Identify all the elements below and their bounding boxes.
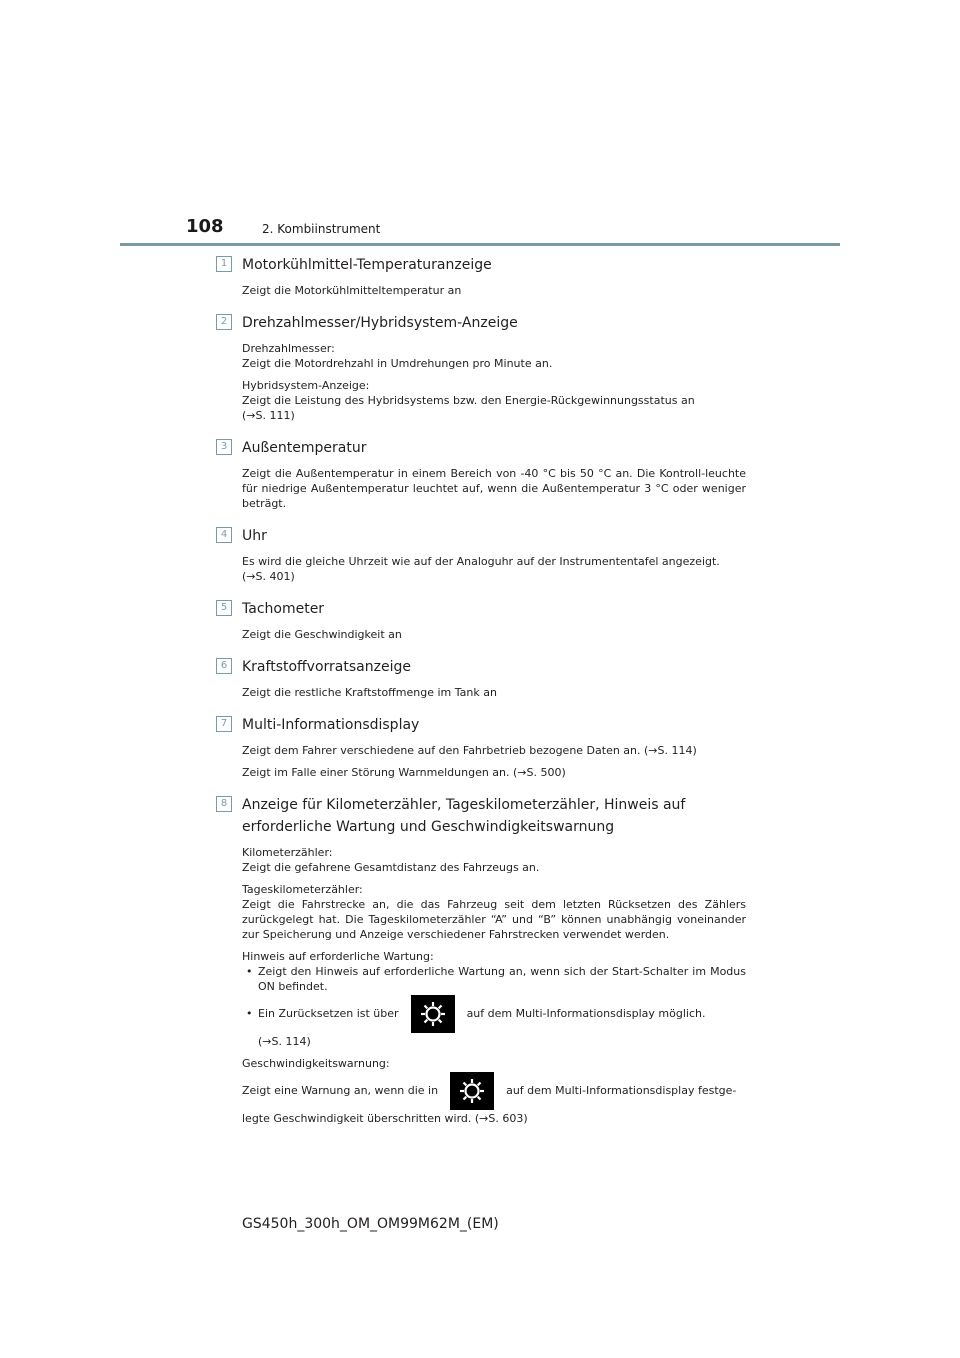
page-reference: (→S. 114) (258, 1035, 311, 1048)
subsection-head: Tageskilometerzähler: (242, 883, 363, 896)
subsection-head: Drehzahlmesser: (242, 342, 335, 355)
section-title: Anzeige für Kilometerzähler, Tageskilometerzähler, Hinweis auf erforderliche Wartung und Geschwindigkeitswarnung (242, 797, 686, 835)
section-7 (216, 714, 746, 780)
section-number: 2 (216, 314, 232, 330)
bullet-item (242, 994, 746, 1034)
section-1 (216, 254, 746, 298)
bullet-text: Zeigt den Hinweis auf erforderliche Wartung an, wenn sich der Start-Schalter im Modus ON befindet. (258, 965, 746, 993)
section-number: 1 (216, 256, 232, 272)
section-number: 5 (216, 600, 232, 616)
section-number: 6 (216, 658, 232, 674)
section-title: Kraftstoffvorratsanzeige (242, 659, 411, 675)
section-5 (216, 598, 746, 642)
section-text: Zeigt im Falle einer Störung Warnmeldungen an. (→S. 500) (242, 766, 566, 779)
section-title: Uhr (242, 528, 267, 544)
section-title: Motorkühlmittel-Temperaturanzeige (242, 257, 492, 273)
section-text: Zeigt die Außentemperatur in einem Bereich von -40 °C bis 50 °C an. Die Kontroll-leuchte für niedrige Außentemperatur leuchtet auf, wenn die Außentemperatur 3 °C oder weniger beträgt. (242, 467, 746, 510)
document-code: GS450h_300h_OM_OM99M62M_(EM) (242, 1216, 499, 1232)
section-title: Tachometer (242, 601, 325, 617)
section-text: Zeigt die Geschwindigkeit an (242, 628, 402, 641)
section-6 (216, 656, 746, 700)
section-title: Drehzahlmesser/Hybridsystem-Anzeige (242, 315, 518, 331)
bullet-item (242, 964, 746, 994)
subsection-text: Zeigt die Fahrstrecke an, die das Fahrzeug seit dem letzten Rücksetzen des Zählers zurückgelegt hat. Die Tageskilometerzähler “A” und “B” können unabhängig voneinander zur Speicherung und Anzeige verschiedener Fahrstrecken verwendet werden. (242, 898, 746, 941)
section-number: 3 (216, 439, 232, 455)
section-number: 7 (216, 716, 232, 732)
section-text: Es wird die gleiche Uhrzeit wie auf der Analoguhr auf der Instrumententafel angezeigt. (242, 555, 720, 568)
section-title: Multi-Informationsdisplay (242, 717, 420, 733)
section-text: Zeigt die Motorkühlmitteltemperatur an (242, 284, 462, 297)
gear-icon (411, 995, 455, 1033)
section-8 (216, 794, 746, 1126)
bullet-text: auf dem Multi-Informationsdisplay möglich. (466, 1007, 706, 1020)
section-title: Außentemperatur (242, 440, 367, 456)
subsection-text: Zeigt die Leistung des Hybridsystems bzw. den Energie-Rückgewinnungsstatus an (242, 394, 695, 407)
section-3 (216, 437, 746, 511)
page-header (0, 0, 960, 250)
bullet-dot: • (246, 965, 253, 978)
section-number: 8 (216, 796, 232, 812)
section-text: Zeigt die restliche Kraftstoffmenge im Tank an (242, 686, 497, 699)
subsection-head: Kilometerzähler: (242, 846, 333, 859)
section-number: 4 (216, 527, 232, 543)
page-reference: (→S. 401) (242, 570, 295, 583)
subsection-text: legte Geschwindigkeit überschritten wird. (→S. 603) (242, 1112, 528, 1125)
section-2 (216, 312, 746, 423)
text-segment: auf dem Multi-Informationsdisplay festge- (506, 1084, 737, 1097)
chapter-title: 2. Kombiinstrument (262, 222, 381, 236)
section-4 (216, 525, 746, 584)
text-segment: Zeigt eine Warnung an, wenn die in (242, 1084, 439, 1097)
subsection-text (242, 1071, 746, 1111)
subsection-text: Zeigt die Motordrehzahl in Umdrehungen pro Minute an. (242, 357, 553, 370)
header-rule (120, 243, 840, 246)
subsection-text: Zeigt die gefahrene Gesamtdistanz des Fahrzeugs an. (242, 861, 540, 874)
section-text: Zeigt dem Fahrer verschiedene auf den Fahrbetrieb bezogene Daten an. (→S. 114) (242, 744, 697, 757)
subsection-head: Hinweis auf erforderliche Wartung: (242, 950, 434, 963)
bullet-text: Ein Zurücksetzen ist über (258, 1007, 399, 1020)
subsection-head: Geschwindigkeitswarnung: (242, 1057, 390, 1070)
bullet-dot: • (246, 1007, 253, 1020)
page-number: 108 (186, 216, 224, 237)
page-reference: (→S. 111) (242, 409, 295, 422)
subsection-head: Hybridsystem-Anzeige: (242, 379, 370, 392)
page-content (216, 254, 746, 1126)
gear-icon (450, 1072, 494, 1110)
